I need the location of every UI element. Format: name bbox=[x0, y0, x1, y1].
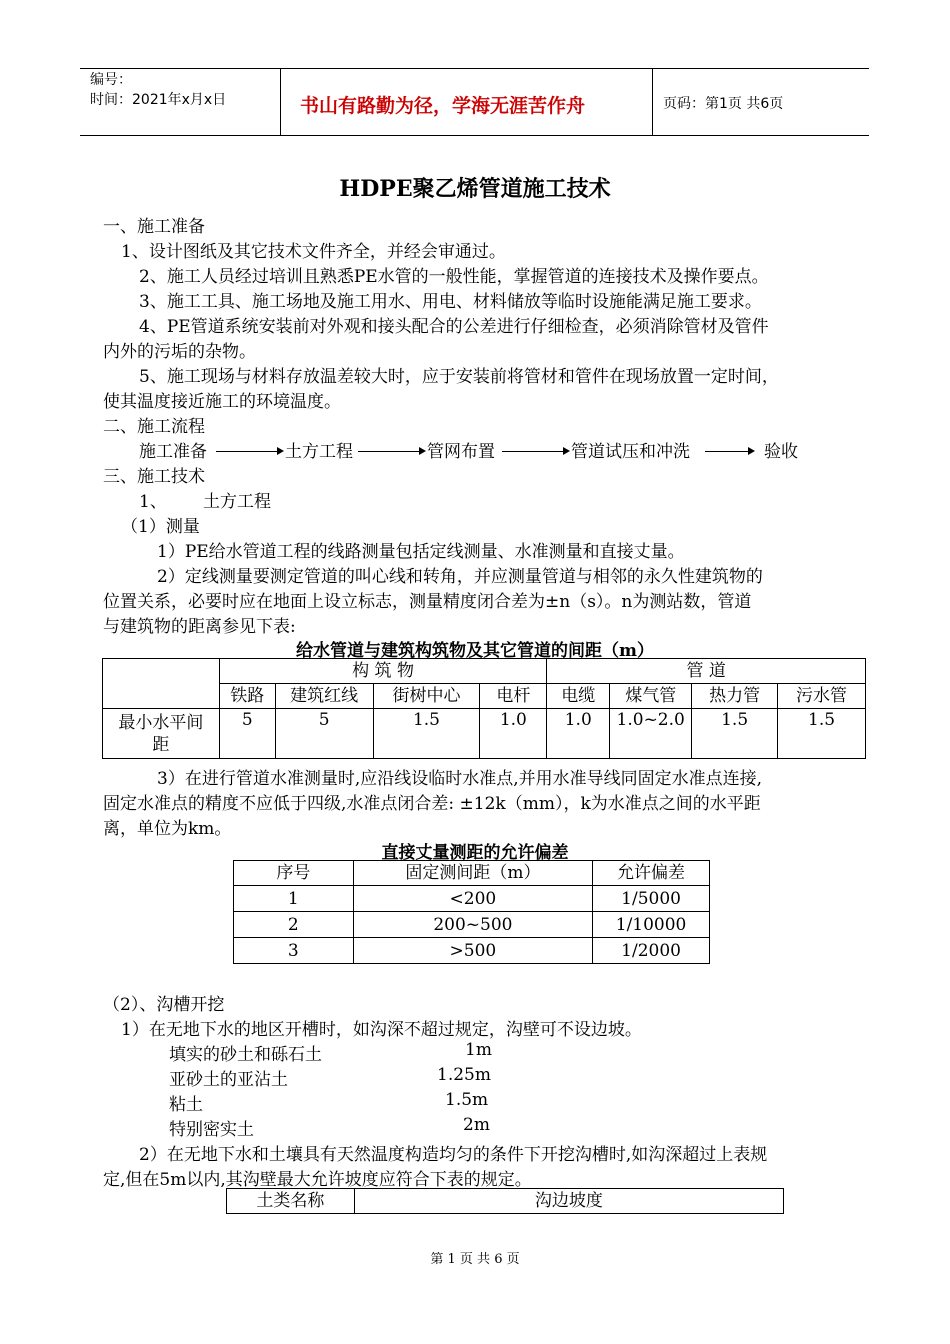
table1-value-cell: 1.0 bbox=[480, 709, 547, 759]
measurement-item2-line1: 2）定线测量要测定管道的叫心线和转角，并应测量管道与相邻的永久性建筑物的 bbox=[157, 567, 763, 587]
soil-name: 特别密实土 bbox=[169, 1120, 254, 1140]
table1-corner-cell bbox=[103, 659, 220, 709]
measurement-item1: 1）PE给水管道工程的线路测量包括定线测量、水准测量和直接丈量。 bbox=[157, 542, 685, 562]
flow-step-4: 管道试压和冲洗 bbox=[571, 442, 690, 462]
trench-heading: （2）、沟槽开挖 bbox=[103, 995, 225, 1015]
header-bottom-rule bbox=[80, 135, 869, 136]
table3-header: 沟边坡度 bbox=[354, 1189, 783, 1214]
soil-depth: 1.5m bbox=[445, 1090, 489, 1110]
header-top-rule bbox=[80, 68, 869, 69]
section1-item5-line2: 使其温度接近施工的环境温度。 bbox=[103, 392, 341, 412]
header-divider-left bbox=[280, 68, 281, 136]
table1-row-label-line1: 最小水平间 bbox=[118, 712, 204, 733]
table2-cell: 3 bbox=[234, 938, 354, 964]
header-number: 编号： bbox=[90, 72, 132, 88]
table2-cell: 1/10000 bbox=[593, 912, 710, 938]
soil-depth: 2m bbox=[463, 1115, 490, 1135]
table1-caption: 给水管道与建筑构筑物及其它管道的间距（m） bbox=[296, 641, 654, 661]
flow-step-1: 施工准备 bbox=[139, 442, 207, 462]
document-title: HDPE聚乙烯管道施工技术 bbox=[339, 176, 611, 202]
subsection1-number: 1、 bbox=[139, 492, 167, 512]
table2-header: 序号 bbox=[234, 861, 354, 886]
table1-col-header: 铁路 bbox=[219, 684, 275, 709]
section1-item5-line1: 5、施工现场与材料存放温差较大时，应于安装前将管材和管件在现场放置一定时间， bbox=[139, 367, 779, 387]
table1-value-cell: 5 bbox=[219, 709, 275, 759]
flow-step-3: 管网布置 bbox=[427, 442, 495, 462]
measurement-heading: （1）测量 bbox=[121, 517, 200, 537]
flow-arrow-4 bbox=[705, 451, 749, 452]
trench-item1: 1）在无地下水的地区开槽时，如沟深不超过规定，沟壁可不设边坡。 bbox=[121, 1020, 642, 1040]
table3-header: 土类名称 bbox=[227, 1189, 355, 1214]
section1-item4-line1: 4、PE管道系统安装前对外观和接头配合的公差进行仔细检查，必须消除管材及管件 bbox=[139, 317, 769, 337]
flow-arrow-1 bbox=[216, 451, 278, 452]
table1-group-structures: 构 筑 物 bbox=[219, 659, 547, 684]
table2-cell: 1 bbox=[234, 886, 354, 912]
flow-arrow-3 bbox=[502, 451, 564, 452]
header-motto: 书山有路勤为径，学海无涯苦作舟 bbox=[300, 95, 586, 117]
table1-col-header: 热力管 bbox=[692, 684, 778, 709]
trench-item2-line2: 定,但在5m以内,其沟壁最大允许坡度应符合下表的规定。 bbox=[103, 1170, 532, 1190]
table1-col-header: 电杆 bbox=[480, 684, 547, 709]
table2-cell: <200 bbox=[353, 886, 592, 912]
soil-name: 粘土 bbox=[169, 1095, 203, 1115]
table1-value-cell: 1.5 bbox=[778, 709, 866, 759]
table1-value-cell: 1.5 bbox=[692, 709, 778, 759]
flow-arrow-2 bbox=[358, 451, 420, 452]
header-time: 时间：2021年x月x日 bbox=[90, 92, 227, 108]
table1-value-cell: 1.0~2.0 bbox=[610, 709, 692, 759]
table1-col-header: 建筑红线 bbox=[275, 684, 373, 709]
table2-header: 固定测间距（m） bbox=[353, 861, 592, 886]
trench-item2-line1: 2）在无地下水和土壤具有天然温度构造均匀的条件下开挖沟槽时,如沟深超过上表规 bbox=[139, 1145, 768, 1165]
section1-item1: 1、设计图纸及其它技术文件齐全，并经会审通过。 bbox=[121, 242, 506, 262]
table2-cell: 2 bbox=[234, 912, 354, 938]
table2-cell: 1/2000 bbox=[593, 938, 710, 964]
subsection1-title: 土方工程 bbox=[203, 492, 271, 512]
table2-caption: 直接丈量测距的允许偏差 bbox=[381, 843, 569, 863]
table1-col-header: 电缆 bbox=[547, 684, 610, 709]
measurement-item3-line1: 3）在进行管道水准测量时,应沿线设临时水准点,并用水准导线同固定水准点连接, bbox=[157, 769, 763, 789]
tolerance-table bbox=[233, 860, 710, 964]
table1-col-header: 街树中心 bbox=[373, 684, 480, 709]
page-footer: 第 1 页 共 6 页 bbox=[430, 1252, 520, 1267]
section1-item2: 2、施工人员经过培训且熟悉PE水管的一般性能，掌握管道的连接技术及操作要点。 bbox=[139, 267, 769, 287]
header-page-info: 页码：第1页 共6页 bbox=[663, 96, 784, 112]
spacing-table bbox=[102, 658, 866, 759]
section2-heading: 二、施工流程 bbox=[103, 417, 205, 437]
table1-col-header: 污水管 bbox=[778, 684, 866, 709]
header-divider-right bbox=[652, 68, 653, 136]
soil-name: 填实的砂土和砾石土 bbox=[169, 1045, 322, 1065]
table1-group-pipes: 管 道 bbox=[547, 659, 866, 684]
table1-value-cell: 1.0 bbox=[547, 709, 610, 759]
flow-step-2: 土方工程 bbox=[285, 442, 353, 462]
table1-row-label-line2: 距 bbox=[152, 734, 170, 755]
table2-cell: 1/5000 bbox=[593, 886, 710, 912]
table1-col-header: 煤气管 bbox=[610, 684, 692, 709]
slope-table bbox=[226, 1188, 784, 1214]
section3-heading: 三、施工技术 bbox=[103, 467, 205, 487]
measurement-item3-line2: 固定水准点的精度不应低于四级,水准点闭合差: ±12k（mm），k为水准点之间的水平距 bbox=[103, 794, 761, 814]
table2-cell: 200~500 bbox=[353, 912, 592, 938]
measurement-item2-line3: 与建筑物的距离参见下表: bbox=[103, 617, 296, 637]
section1-item3: 3、施工工具、施工场地及施工用水、用电、材料储放等临时设施能满足施工要求。 bbox=[139, 292, 762, 312]
measurement-item2-line2: 位置关系，必要时应在地面上设立标志，测量精度闭合差为±n（s）。n为测站数，管道 bbox=[103, 592, 752, 612]
table1-row-label bbox=[103, 709, 220, 759]
section1-item4-line2: 内外的污垢的杂物。 bbox=[103, 342, 256, 362]
flow-step-5: 验收 bbox=[764, 442, 798, 462]
table1-value-cell: 5 bbox=[275, 709, 373, 759]
soil-depth: 1.25m bbox=[437, 1065, 491, 1085]
table2-cell: >500 bbox=[353, 938, 592, 964]
measurement-item3-line3: 离，单位为km。 bbox=[103, 819, 232, 839]
section1-heading: 一、施工准备 bbox=[103, 217, 205, 237]
table1-value-cell: 1.5 bbox=[373, 709, 480, 759]
soil-depth: 1m bbox=[465, 1040, 492, 1060]
soil-name: 亚砂土的亚沾土 bbox=[169, 1070, 288, 1090]
table2-header: 允许偏差 bbox=[593, 861, 710, 886]
